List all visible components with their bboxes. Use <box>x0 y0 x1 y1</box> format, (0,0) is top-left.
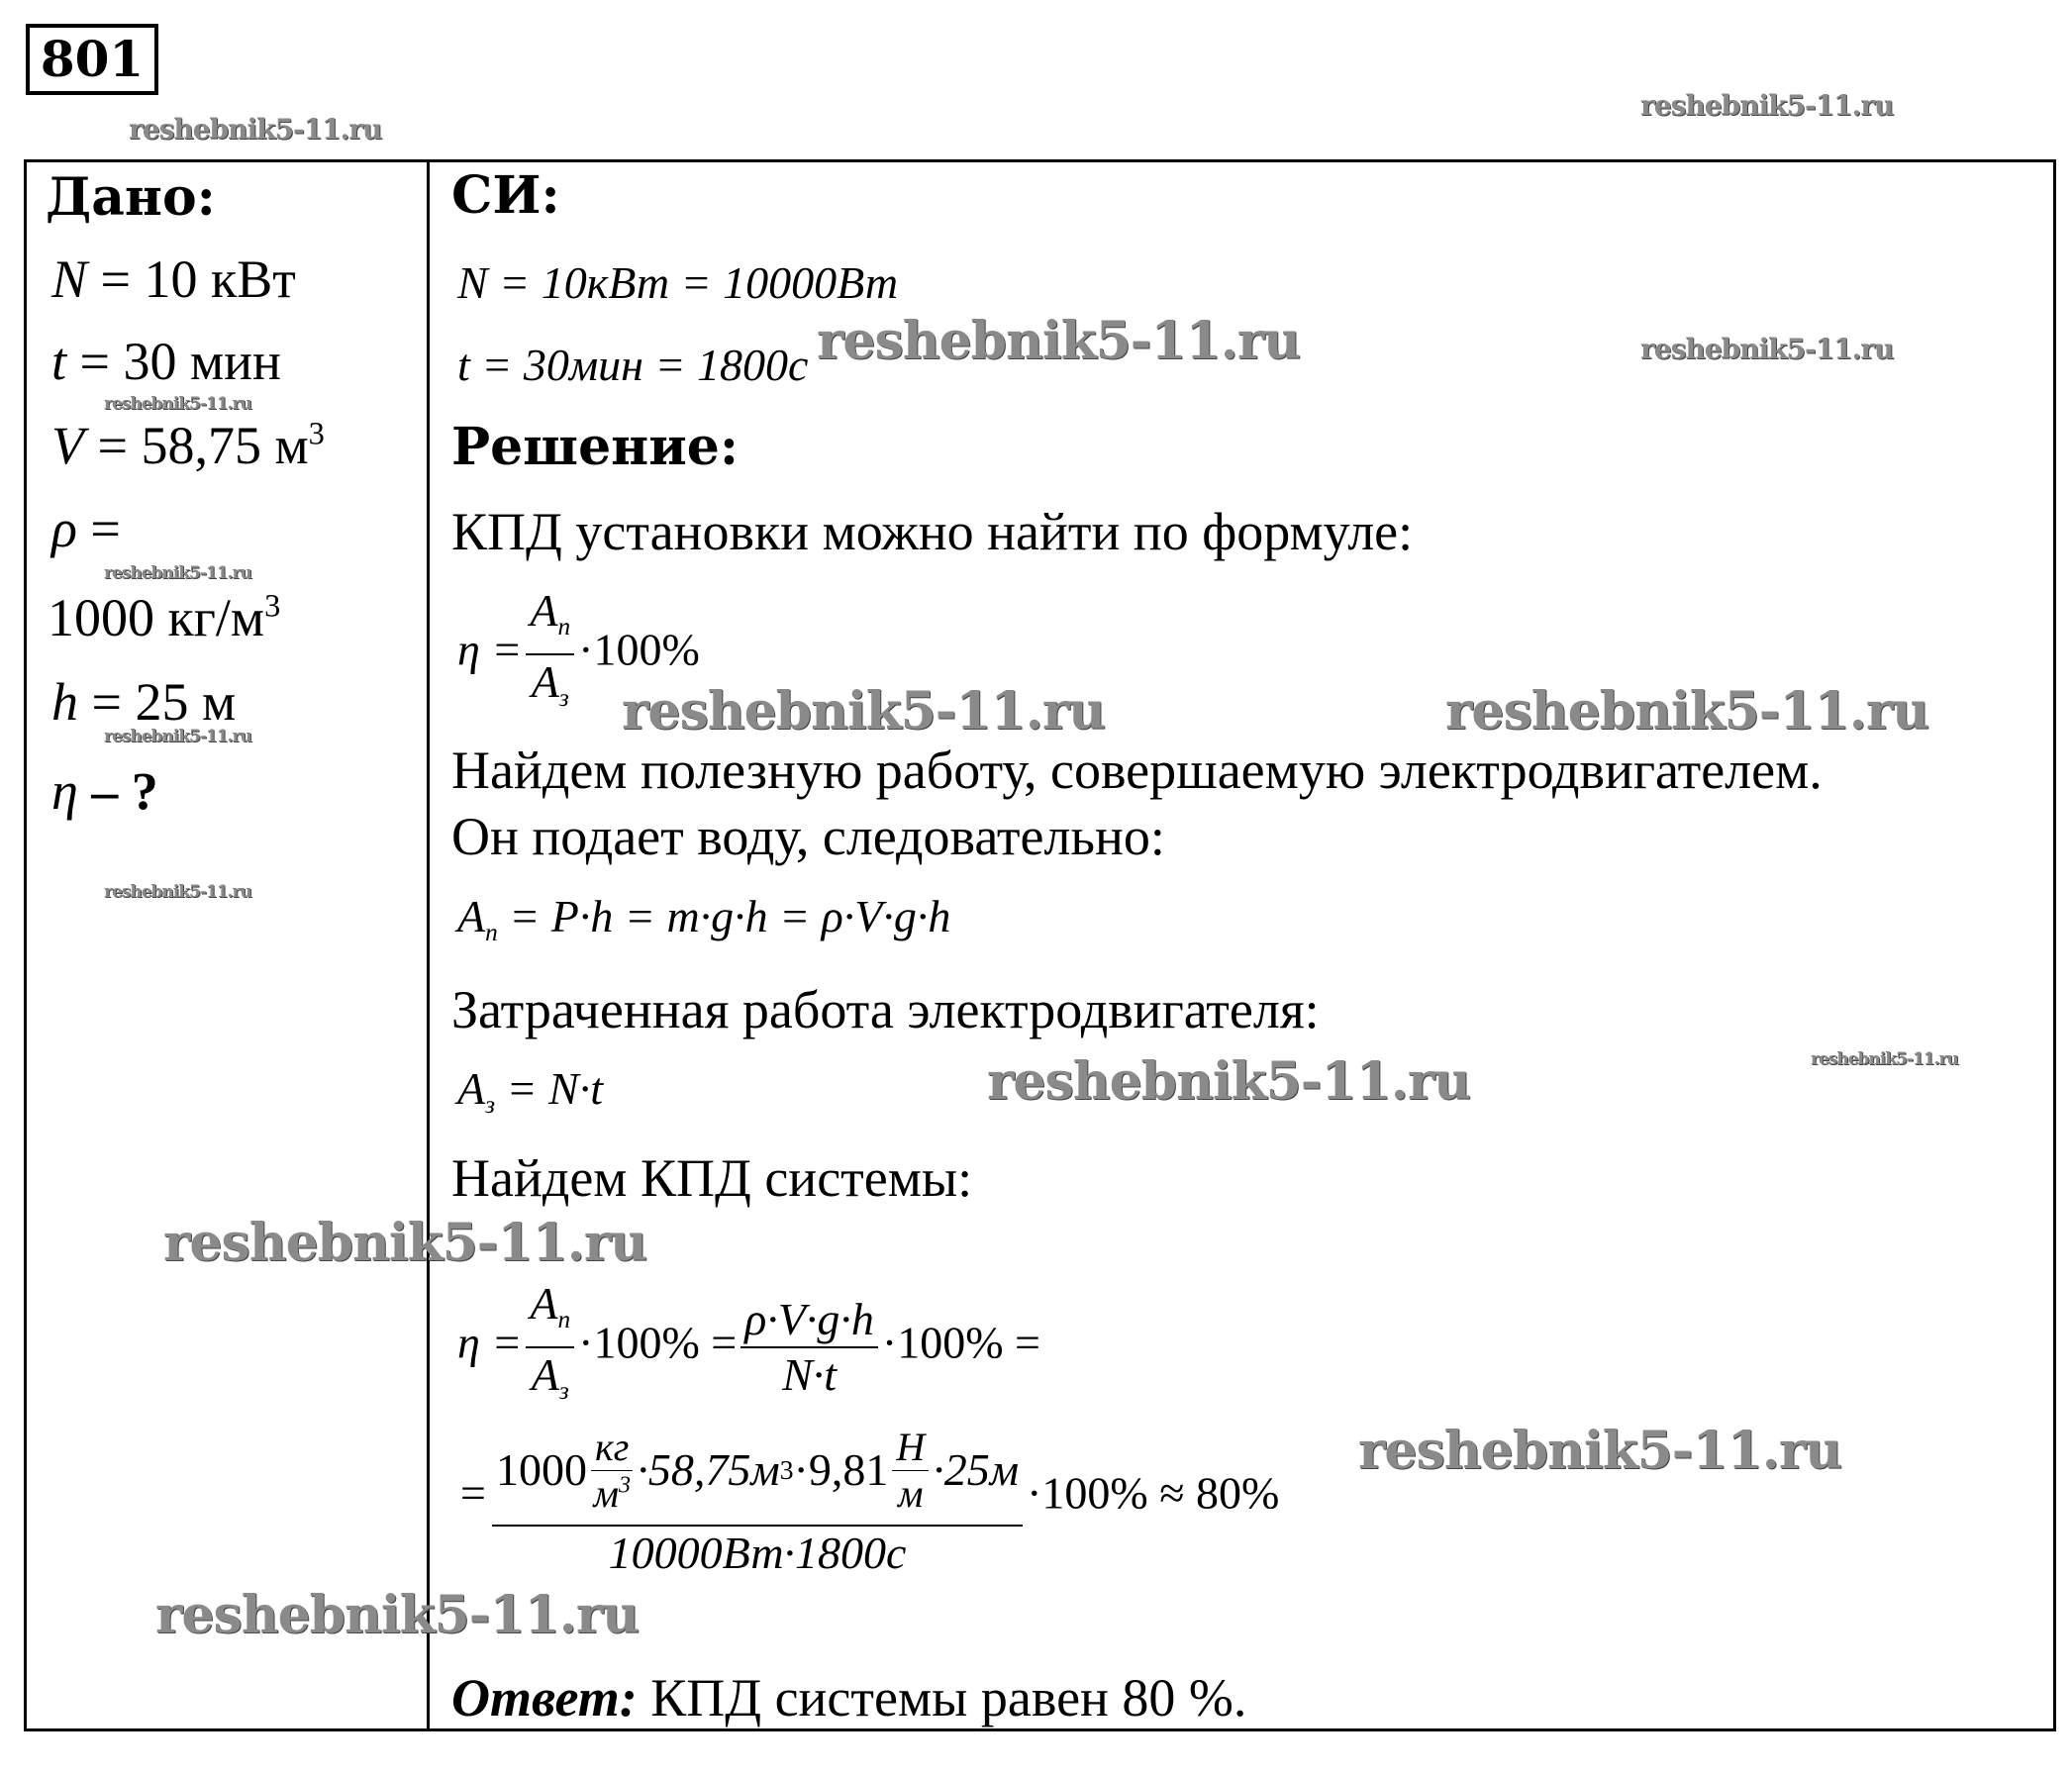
u1-den: м <box>593 1470 619 1516</box>
watermark: reshebnik5-11.ru <box>1640 333 1894 365</box>
unit-n-m <box>892 1425 929 1517</box>
answer-text: КПД системы равен 80 %. <box>637 1668 1247 1727</box>
answer-label: Ответ: <box>451 1668 638 1727</box>
var: V <box>51 416 84 475</box>
var: N <box>51 249 88 309</box>
lhs: η = <box>457 624 523 675</box>
paragraph-2: Найдем полезную работу, совершаемую электродвигателем. <box>451 740 1823 800</box>
given-power <box>51 249 296 309</box>
watermark: reshebnik5-11.ru <box>104 394 251 414</box>
num: A <box>530 585 558 636</box>
den: N·t <box>782 1348 838 1400</box>
watermark: reshebnik5-11.ru <box>104 563 251 583</box>
var: h <box>51 672 78 732</box>
given-heading: Дано: <box>46 167 216 228</box>
u2-num: Н <box>892 1425 929 1471</box>
watermark: reshebnik5-11.ru <box>1358 1421 1842 1481</box>
lhs-sub: п <box>485 918 498 946</box>
exponent: 3 <box>264 588 281 625</box>
watermark: reshebnik5-11.ru <box>622 681 1106 741</box>
si-time: t = 30мин = 1800с <box>457 340 809 390</box>
var: ρ <box>51 499 77 558</box>
fraction-2 <box>740 1293 878 1402</box>
si-heading: СИ: <box>451 165 560 226</box>
given-time <box>51 332 281 391</box>
paragraph-5: Найдем КПД системы: <box>451 1148 973 1208</box>
rest: = P·h = m·g·h = ρ·V·g·h <box>497 891 951 941</box>
given-unknown <box>51 761 158 821</box>
watermark: reshebnik5-11.ru <box>817 311 1301 371</box>
answer <box>451 1668 1246 1727</box>
formula-spent-work <box>457 1059 603 1135</box>
num-sub: п <box>557 612 571 641</box>
given-density-label <box>51 499 121 558</box>
value: = 30 мин <box>66 332 281 391</box>
u2-den: м <box>898 1470 924 1516</box>
fraction-1 <box>526 1277 574 1418</box>
den: A <box>531 1348 559 1400</box>
den: 10000Вт·1800с <box>608 1528 907 1578</box>
paragraph-4: Затраченная работа электродвигателя: <box>451 980 1320 1039</box>
watermark: reshebnik5-11.ru <box>1445 681 1929 741</box>
paragraph-1: КПД установки можно найти по формуле: <box>451 502 1414 561</box>
formula-calculation <box>457 1416 1279 1580</box>
lhs: η = <box>457 1317 523 1368</box>
num-b: ·58,75м <box>637 1444 780 1495</box>
den-sub: з <box>558 683 569 712</box>
den-sub: з <box>558 1376 569 1405</box>
lhs: A <box>457 891 486 941</box>
value: = 25 м <box>78 672 237 732</box>
watermark: reshebnik5-11.ru <box>1640 89 1894 122</box>
si-power: N = 10кВт = 10000Вт <box>457 257 899 308</box>
eq: = <box>457 1467 489 1519</box>
paragraph-3: Он подает воду, следовательно: <box>451 807 1165 866</box>
fraction <box>526 584 574 725</box>
value: – ? <box>77 761 158 821</box>
watermark: reshebnik5-11.ru <box>129 113 382 146</box>
num-a: 1000 <box>496 1444 588 1495</box>
given-density-value <box>48 588 280 647</box>
var: t <box>51 332 67 391</box>
formula-useful-work <box>457 887 950 962</box>
lhs: A <box>457 1063 486 1114</box>
tail: ·100% = <box>881 1317 1041 1368</box>
watermark: reshebnik5-11.ru <box>1811 1049 1958 1069</box>
value: = 58,75 м <box>84 416 309 475</box>
u1-num: кг <box>591 1425 633 1471</box>
value: = <box>76 499 121 558</box>
watermark: reshebnik5-11.ru <box>987 1051 1471 1112</box>
problem-number: 801 <box>26 24 158 95</box>
den: A <box>531 655 559 707</box>
unit-kg-m3 <box>591 1425 633 1517</box>
var: η <box>51 761 78 821</box>
mid: ·100% = <box>578 1317 738 1368</box>
u1-sup: 3 <box>618 1472 631 1499</box>
num: A <box>530 1278 558 1329</box>
rest: = N·t <box>494 1063 603 1114</box>
given-height <box>51 672 236 732</box>
watermark: reshebnik5-11.ru <box>155 1585 640 1645</box>
tail: ·100% ≈ 80% <box>1027 1467 1280 1519</box>
formula-efficiency-expanded <box>457 1277 1040 1418</box>
value: 1000 кг/м <box>48 588 265 647</box>
tail: ·100% <box>578 624 700 675</box>
num-c: ·9,81 <box>793 1444 889 1495</box>
watermark: reshebnik5-11.ru <box>163 1213 647 1273</box>
watermark: reshebnik5-11.ru <box>104 727 251 746</box>
num-d: ·25м <box>933 1444 1020 1495</box>
num: ρ·V·g·h <box>740 1293 878 1348</box>
exponent: 3 <box>308 416 325 452</box>
solution-heading: Решение: <box>451 417 740 477</box>
watermark: reshebnik5-11.ru <box>104 882 251 902</box>
value: = 10 кВт <box>87 249 296 309</box>
given-volume <box>51 416 325 475</box>
lhs-sub: з <box>485 1090 495 1119</box>
num-sub: п <box>557 1305 571 1333</box>
column-divider <box>427 159 430 1731</box>
big-fraction: 1000 $\frac{кг}{м^3}$ ·58,75м 3 ·9,81 $\frac{Н}{м}$ ·25м 10000Вт·1800с <box>492 1416 1023 1580</box>
